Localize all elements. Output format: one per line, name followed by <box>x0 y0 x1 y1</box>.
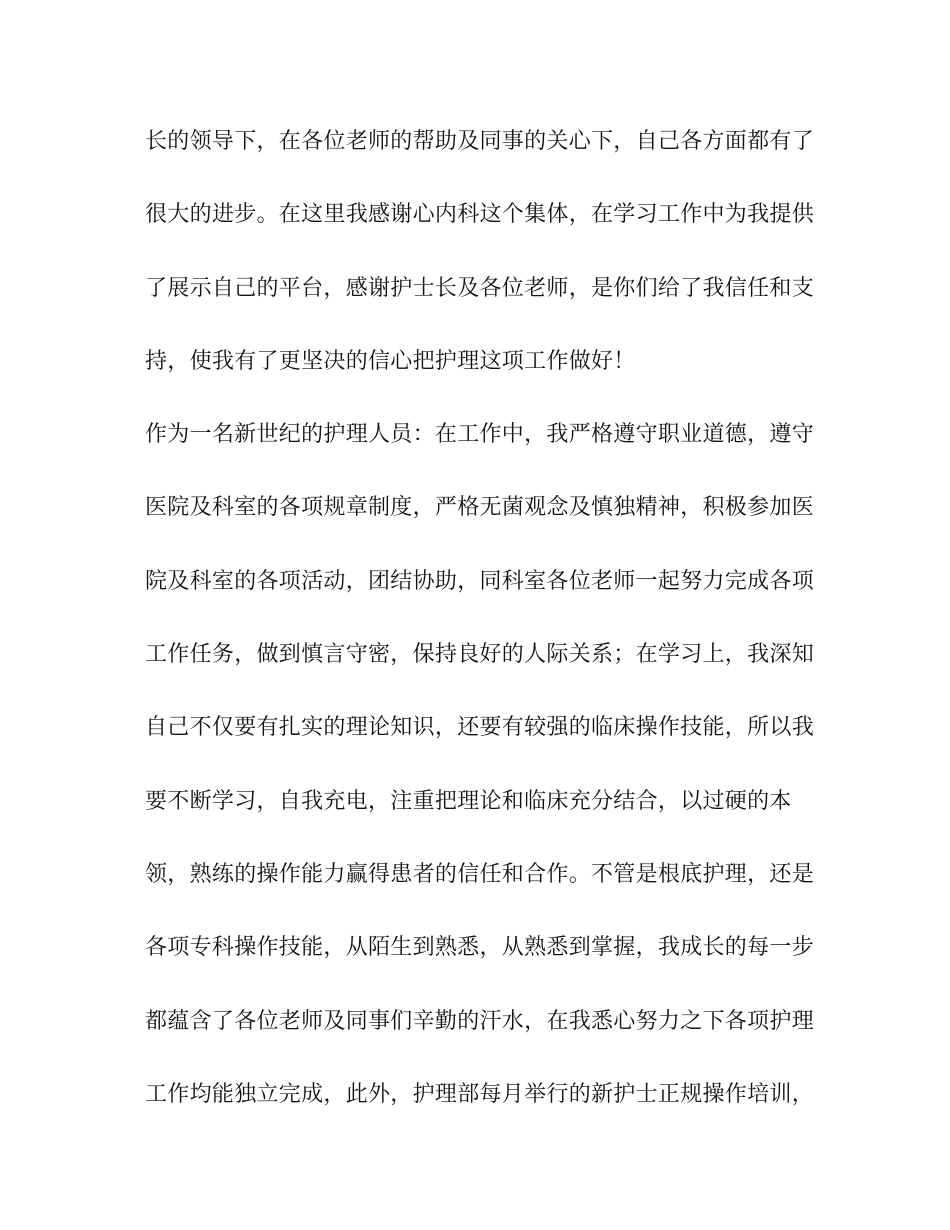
text-line-14: 工作均能独立完成，此外，护理部每月举行的新护士正规操作培训， <box>145 1081 815 1107</box>
text-line-2: 很大的进步。在这里我感谢心内科这个集体，在学习工作中为我提供 <box>145 202 815 228</box>
body-text <box>145 116 815 1142</box>
text-line-4: 持，使我有了更坚决的信心把护理这项工作做好！ <box>145 348 636 374</box>
text-line-3: 了展示自己的平台，感谢护士长及各位老师，是你们给了我信任和支 <box>145 275 815 301</box>
text-line-13: 都蕴含了各位老师及同事们辛勤的汗水，在我悉心努力之下各项护理 <box>145 1008 815 1034</box>
text-line-12: 各项专科操作技能，从陌生到熟悉，从熟悉到掌握，我成长的每一步 <box>145 935 815 961</box>
text-line-9: 自己不仅要有扎实的理论知识，还要有较强的临床操作技能，所以我 <box>145 715 815 741</box>
text-line-8: 工作任务，做到慎言守密，保持良好的人际关系；在学习上，我深知 <box>145 642 815 668</box>
text-line-10: 要不断学习，自我充电，注重把理论和临床充分结合，以过硬的本 <box>145 788 792 814</box>
text-line-7: 院及科室的各项活动，团结协助，同科室各位老师一起努力完成各项 <box>145 568 815 594</box>
text-line-6: 医院及科室的各项规章制度，严格无菌观念及慎独精神，积极参加医 <box>145 495 815 521</box>
text-line-5: 作为一名新世纪的护理人员：在工作中，我严格遵守职业道德，遵守 <box>145 422 815 448</box>
text-line-1: 长的领导下，在各位老师的帮助及同事的关心下，自己各方面都有了 <box>145 129 815 154</box>
text-line-11: 领，熟练的操作能力赢得患者的信任和合作。不管是根底护理，还是 <box>145 861 815 887</box>
